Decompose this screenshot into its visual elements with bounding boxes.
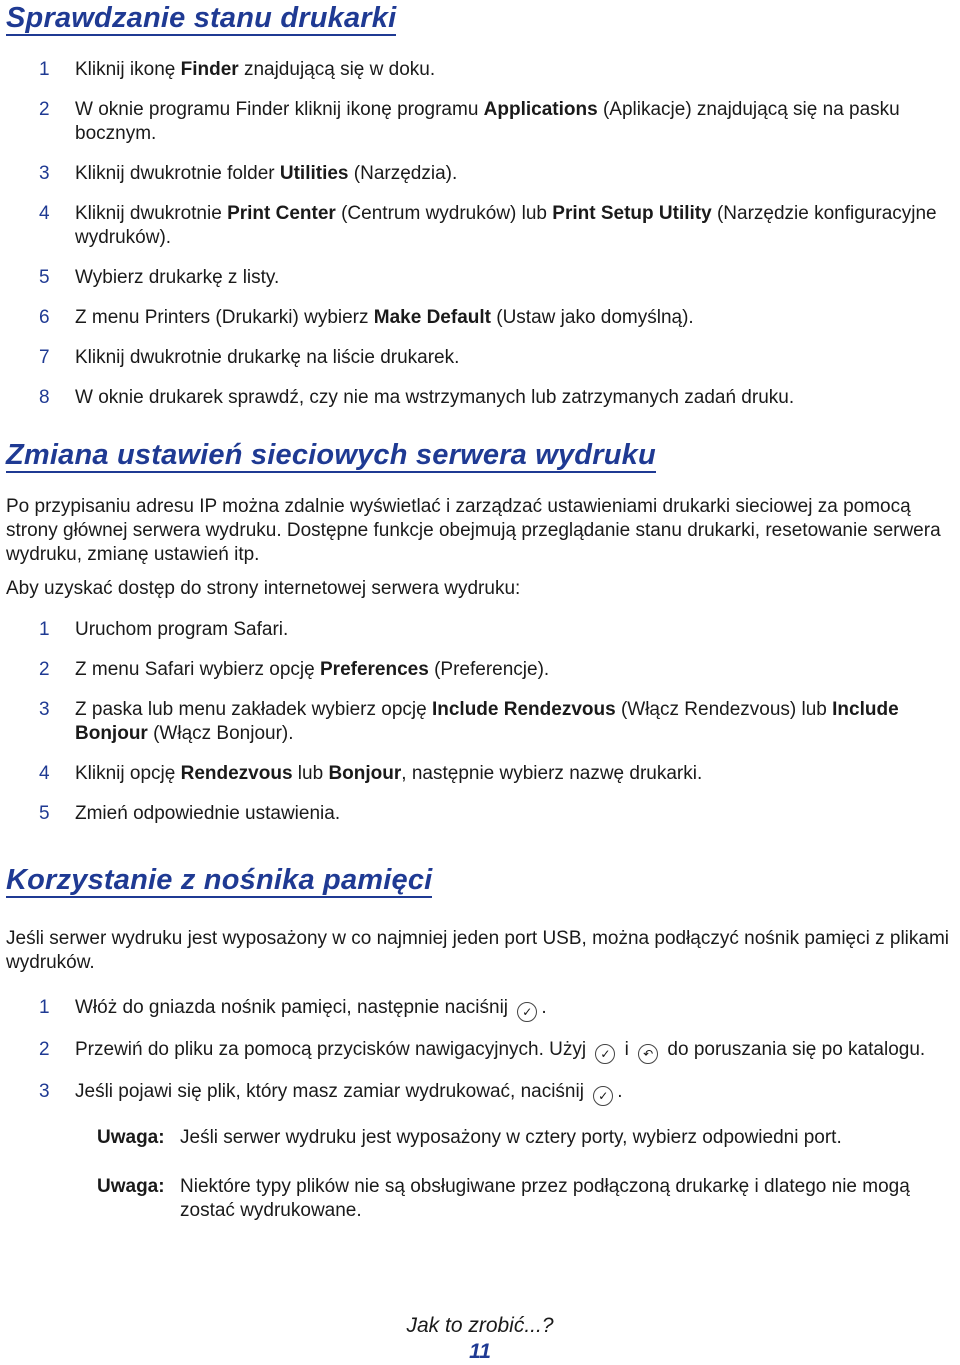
step-text: (Aplikacje) znajdującą się na pasku bocznym. bbox=[75, 99, 900, 144]
step-number: 7 bbox=[39, 347, 50, 368]
step-text: (Narzędzia). bbox=[348, 163, 458, 184]
step-text: (Preferencje). bbox=[428, 659, 550, 680]
step-text: Wybierz drukarkę z listy. bbox=[75, 267, 280, 288]
step-emphasis: Print Center bbox=[227, 203, 336, 224]
footer-title: Jak to zrobić...? bbox=[406, 1314, 554, 1337]
step-text: Przewiń do pliku za pomocą przycisków nawigacyjnych. Użyj bbox=[75, 1039, 592, 1060]
step-text: do poruszania się po katalogu. bbox=[662, 1039, 926, 1060]
step-text: , następnie wybierz nazwę drukarki. bbox=[401, 763, 703, 784]
step-number: 1 bbox=[39, 997, 50, 1018]
select-key-icon: ✓ bbox=[593, 1086, 613, 1106]
step-emphasis: Preferences bbox=[320, 659, 429, 680]
step-number: 4 bbox=[39, 763, 50, 784]
list-item bbox=[0, 266, 960, 290]
list-item bbox=[0, 1038, 960, 1064]
step-emphasis: Rendezvous bbox=[180, 763, 293, 784]
list-item bbox=[0, 618, 960, 642]
step-text: . bbox=[541, 997, 547, 1018]
step-emphasis: Finder bbox=[180, 59, 239, 80]
list-item bbox=[0, 346, 960, 370]
step-text: (Narzędzie konfiguracyjne wydruków). bbox=[75, 203, 937, 248]
step-text: Z paska lub menu zakładek wybierz opcję bbox=[75, 699, 432, 720]
list-item bbox=[0, 658, 960, 682]
step-emphasis: Print Setup Utility bbox=[552, 203, 712, 224]
list-item bbox=[0, 762, 960, 786]
note bbox=[97, 1126, 957, 1150]
list-item bbox=[0, 802, 960, 826]
step-number: 2 bbox=[39, 1039, 50, 1060]
step-text: Zmień odpowiednie ustawienia. bbox=[75, 803, 341, 824]
page-footer bbox=[0, 1313, 960, 1365]
step-text: W oknie drukarek sprawdź, czy nie ma wstrzymanych lub zatrzymanych zadań druku. bbox=[75, 387, 795, 408]
list-item bbox=[0, 98, 960, 146]
step-text: Uruchom program Safari. bbox=[75, 619, 289, 640]
lead-paragraph: Aby uzyskać dostęp do strony internetowej serwera wydruku: bbox=[6, 578, 521, 599]
step-emphasis: Include Bonjour bbox=[75, 699, 899, 744]
step-number: 5 bbox=[39, 803, 50, 824]
step-text: Kliknij opcję bbox=[75, 763, 181, 784]
step-text: (Ustaw jako domyślną). bbox=[490, 307, 694, 328]
step-number: 2 bbox=[39, 99, 50, 120]
list-item bbox=[0, 58, 960, 82]
section-heading: Zmiana ustawień sieciowych serwera wydruku bbox=[6, 439, 656, 471]
step-number: 6 bbox=[39, 307, 50, 328]
intro-paragraph: Po przypisaniu adresu IP można zdalnie wyświetlać i zarządzać ustawieniami drukarki sieciowej za pomocą strony głównej serwera wydruku. Dostępne funkcje obejmują przeglądanie stanu drukarki, resetowanie serwera wydruku, zmianę ustawień itp. bbox=[6, 496, 941, 565]
step-text: (Włącz Rendezvous) lub bbox=[615, 699, 833, 720]
select-key-icon: ✓ bbox=[517, 1002, 537, 1022]
list-item bbox=[0, 162, 960, 186]
step-text: Jeśli pojawi się plik, który masz zamiar wydrukować, naciśnij bbox=[75, 1081, 590, 1102]
step-text: Kliknij dwukrotnie bbox=[75, 203, 228, 224]
step-number: 1 bbox=[39, 59, 50, 80]
step-text: Z menu Printers (Drukarki) wybierz bbox=[75, 307, 374, 328]
steps-list bbox=[0, 618, 960, 842]
list-item bbox=[0, 1080, 960, 1106]
list-item bbox=[0, 202, 960, 250]
note-label: Uwaga: bbox=[97, 1176, 165, 1197]
select-key-icon: ✓ bbox=[595, 1044, 615, 1064]
step-emphasis: Bonjour bbox=[328, 763, 402, 784]
step-emphasis: Include Rendezvous bbox=[431, 699, 616, 720]
step-text: Kliknij dwukrotnie folder bbox=[75, 163, 280, 184]
note-text: Niektóre typy plików nie są obsługiwane przez podłączoną drukarkę i dlatego nie mogą zostać wydrukowane. bbox=[180, 1176, 910, 1221]
note bbox=[97, 1175, 957, 1223]
step-number: 3 bbox=[39, 1081, 50, 1102]
page-number: 11 bbox=[469, 1340, 491, 1363]
steps-list bbox=[0, 58, 960, 426]
step-text: Kliknij ikonę bbox=[75, 59, 181, 80]
section-heading: Korzystanie z nośnika pamięci bbox=[6, 864, 433, 896]
step-text: Z menu Safari wybierz opcję bbox=[75, 659, 320, 680]
step-number: 2 bbox=[39, 659, 50, 680]
list-item bbox=[0, 996, 960, 1022]
step-number: 8 bbox=[39, 387, 50, 408]
step-number: 1 bbox=[39, 619, 50, 640]
step-text: . bbox=[617, 1081, 623, 1102]
steps-list bbox=[0, 996, 960, 1122]
step-text: znajdującą się w doku. bbox=[238, 59, 436, 80]
step-number: 3 bbox=[39, 699, 50, 720]
list-item bbox=[0, 386, 960, 410]
step-text: (Centrum wydruków) lub bbox=[335, 203, 553, 224]
note-text: Jeśli serwer wydruku jest wyposażony w cztery porty, wybierz odpowiedni port. bbox=[180, 1127, 842, 1148]
step-number: 4 bbox=[39, 203, 50, 224]
step-text: Kliknij dwukrotnie drukarkę na liście drukarek. bbox=[75, 347, 460, 368]
note-label: Uwaga: bbox=[97, 1127, 165, 1148]
intro-paragraph: Jeśli serwer wydruku jest wyposażony w co najmniej jeden port USB, można podłączyć nośnik pamięci z plikami wydruków. bbox=[6, 928, 950, 973]
list-item bbox=[0, 698, 960, 746]
step-text: lub bbox=[292, 763, 329, 784]
step-text: Włóż do gniazda nośnik pamięci, następnie naciśnij bbox=[75, 997, 514, 1018]
step-emphasis: Applications bbox=[483, 99, 598, 120]
step-emphasis: Make Default bbox=[373, 307, 491, 328]
step-text: i bbox=[619, 1039, 635, 1060]
back-key-icon: ↶ bbox=[638, 1044, 658, 1064]
step-text: (Włącz Bonjour). bbox=[147, 723, 294, 744]
list-item bbox=[0, 306, 960, 330]
step-text: W oknie programu Finder kliknij ikonę programu bbox=[75, 99, 484, 120]
step-emphasis: Utilities bbox=[279, 163, 349, 184]
step-number: 3 bbox=[39, 163, 50, 184]
step-number: 5 bbox=[39, 267, 50, 288]
section-heading: Sprawdzanie stanu drukarki bbox=[6, 2, 397, 34]
